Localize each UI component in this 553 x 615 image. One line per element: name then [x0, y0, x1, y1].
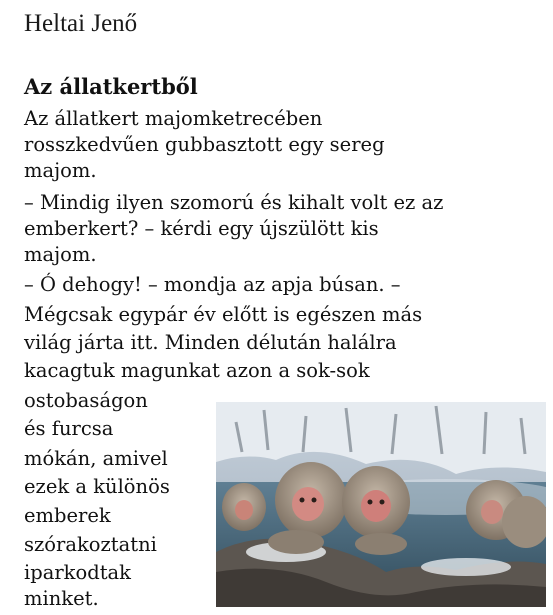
body-line: rosszkedvűen gubbasztott egy sereg [24, 133, 385, 156]
body-line: iparkodtak [24, 561, 131, 584]
body-line: és furcsa [24, 417, 114, 440]
body-line: majom. [24, 159, 97, 182]
body-line: – Ó dehogy! – mondja az apja búsan. – [24, 273, 401, 296]
body-line: emberek [24, 504, 111, 527]
body-line: világ járta itt. Minden délután halálra [24, 331, 397, 354]
snow-monkeys-photo [216, 402, 546, 607]
author-name: Heltai Jenő [24, 10, 138, 37]
body-line: Mégcsak egypár év előtt is egészen más [24, 303, 423, 326]
body-line: Az állatkert majomketrecében [24, 107, 323, 130]
body-line: mókán, amivel [24, 447, 168, 470]
story-title: Az állatkertből [24, 74, 198, 99]
body-line: ostobaságon [24, 389, 148, 412]
body-line: kacagtuk magunkat azon a sok-sok [24, 359, 370, 382]
body-line: – Mindig ilyen szomorú és kihalt volt ez az [24, 191, 444, 214]
body-line: emberkert? – kérdi egy újszülött kis [24, 217, 379, 240]
body-line: minket. [24, 587, 99, 610]
body-line: majom. [24, 243, 97, 266]
body-line: szórakoztatni [24, 533, 157, 556]
body-line: ezek a különös [24, 475, 170, 498]
